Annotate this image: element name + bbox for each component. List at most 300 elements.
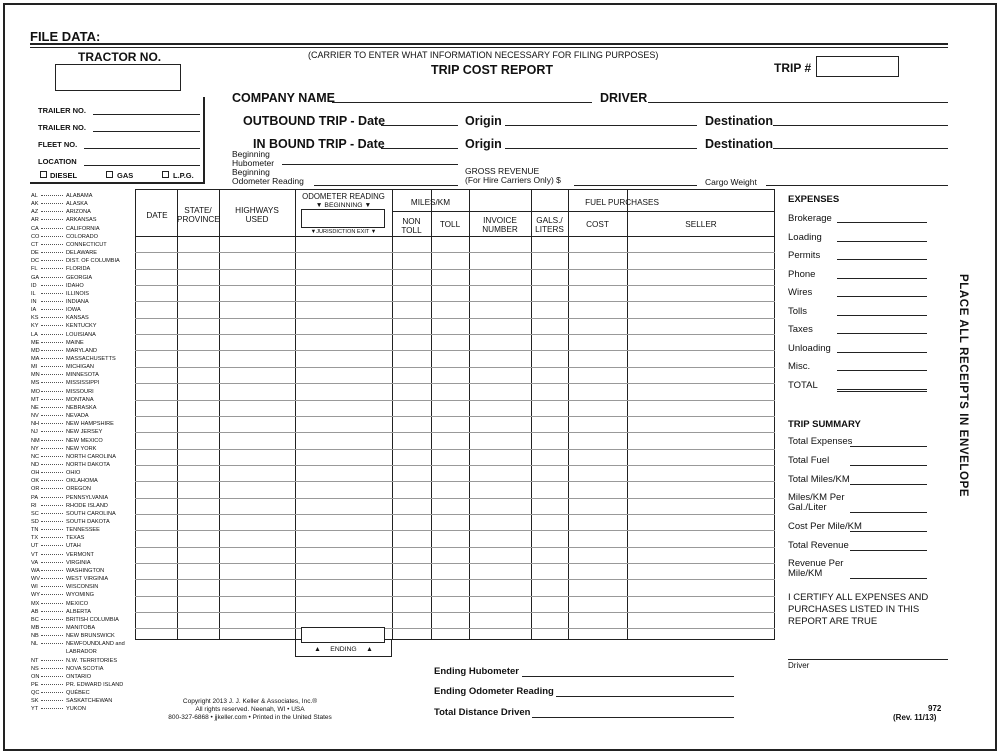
state-abbr: IN (31, 298, 37, 305)
inbound-destination-line[interactable] (773, 148, 948, 149)
state-name: MONTANA (66, 396, 94, 403)
state-abbr: SC (31, 510, 39, 517)
expense-entry-line[interactable] (837, 296, 927, 297)
expense-label: Taxes (788, 324, 813, 335)
table-row-divider (135, 383, 775, 384)
expense-entry-line[interactable] (837, 370, 927, 371)
state-leader (41, 676, 63, 677)
state-entry (31, 274, 92, 282)
col-seller-header: SELLER (685, 220, 717, 229)
table-row-divider (135, 579, 775, 580)
table-column-divider (627, 189, 628, 640)
state-leader (41, 252, 63, 253)
state-entry (31, 339, 84, 347)
state-name: COLORADO (66, 233, 99, 240)
trailer-no-2-label: TRAILER NO. (38, 123, 86, 132)
state-leader (41, 350, 63, 351)
outbound-origin-label: Origin (465, 114, 502, 128)
diesel-checkbox[interactable] (40, 171, 47, 178)
state-entry (31, 233, 98, 241)
state-abbr: DE (31, 250, 39, 257)
table-row-divider (135, 547, 775, 548)
gross-revenue-line[interactable] (574, 185, 697, 186)
fleet-no-line[interactable] (84, 148, 200, 149)
table-column-divider (469, 189, 470, 640)
table-row-divider (135, 530, 775, 531)
state-name: MARYLAND (66, 347, 97, 354)
state-leader (41, 521, 63, 522)
table-header-divider (469, 211, 775, 212)
state-leader (41, 529, 63, 530)
inbound-destination-label: Destination (705, 137, 774, 151)
state-abbr: NH (31, 421, 40, 428)
certify-statement: I CERTIFY ALL EXPENSES AND PURCHASES LISTED IN THIS REPORT ARE TRUE (788, 592, 929, 627)
lpg-label: L.P.G. (173, 171, 194, 180)
company-name-line[interactable] (332, 102, 592, 103)
col-cost-header: COST (586, 220, 609, 229)
state-abbr: NB (31, 633, 39, 640)
state-entry (31, 363, 94, 371)
col-non-toll-header: NON TOLL (401, 217, 422, 235)
state-entry (31, 632, 115, 640)
col-miles-header: MILES/KM (410, 198, 451, 207)
jurisdiction-exit-label: ▼JURISDICTION EXIT ▼ (310, 229, 377, 235)
state-leader (41, 358, 63, 359)
state-entry (31, 192, 92, 200)
state-name: KANSAS (66, 315, 89, 322)
table-row-divider (135, 318, 775, 319)
state-leader (41, 562, 63, 563)
state-entry (31, 404, 96, 412)
inbound-date-line[interactable] (381, 148, 458, 149)
expense-entry-line[interactable] (837, 389, 927, 392)
state-leader (41, 586, 63, 587)
state-leader (41, 603, 63, 604)
state-leader (41, 325, 63, 326)
state-leader (41, 391, 63, 392)
outbound-destination-label: Destination (705, 114, 774, 128)
state-abbr: NM (31, 437, 40, 444)
state-abbr: IL (31, 290, 36, 297)
expense-label: Unloading (788, 342, 831, 354)
state-leader (41, 545, 63, 546)
state-abbr: RI (31, 502, 37, 509)
state-name: OREGON (66, 486, 91, 493)
state-abbr: VT (31, 551, 39, 558)
expense-label: Brokerage (788, 213, 832, 224)
state-name: NORTH DAKOTA (66, 461, 110, 468)
ending-odometer-box[interactable] (301, 627, 385, 643)
form-revision: (Rev. 11/13) (893, 713, 937, 722)
expense-label: Wires (788, 287, 813, 298)
state-leader (41, 456, 63, 457)
driver-line[interactable] (648, 102, 948, 103)
state-entry (31, 388, 94, 396)
state-name: MEXICO (66, 600, 89, 607)
summary-entry-line[interactable] (850, 446, 927, 447)
state-abbr: GA (31, 274, 40, 281)
header-rule-2 (30, 47, 948, 48)
state-abbr: NE (31, 404, 39, 411)
state-leader (41, 244, 63, 245)
outbound-label: OUTBOUND TRIP - Date (243, 114, 386, 128)
expense-entry-line[interactable] (837, 241, 927, 242)
state-name: NORTH CAROLINA (66, 453, 116, 460)
state-name: NEVADA (66, 413, 89, 420)
state-abbr: MN (31, 372, 40, 379)
state-entry (31, 485, 91, 493)
state-name: SOUTH DAKOTA (66, 519, 110, 525)
state-name: OHIO (66, 470, 81, 477)
summary-label: Total Fuel (788, 455, 830, 466)
outbound-destination-line[interactable] (773, 125, 948, 126)
table-row-divider (135, 334, 775, 335)
state-leader (41, 440, 63, 441)
outbound-date-line[interactable] (381, 125, 458, 126)
table-column-divider (219, 189, 220, 640)
summary-label: Total Miles/KM (788, 474, 850, 485)
state-entry (31, 583, 98, 591)
state-leader (41, 293, 63, 294)
state-name: WASHINGTON (66, 567, 105, 574)
state-name: NOVA SCOTIA (66, 665, 104, 672)
state-entry (31, 567, 104, 575)
state-abbr: PE (31, 682, 39, 688)
state-name: DELAWARE (66, 250, 97, 257)
state-abbr: AL (31, 193, 38, 199)
col-invoice-header: INVOICE NUMBER (482, 216, 518, 234)
state-entry (31, 322, 96, 330)
table-row-divider (135, 514, 775, 515)
state-entry (31, 216, 96, 224)
state-name: TENNESSEE (66, 527, 100, 534)
state-entry (31, 282, 84, 290)
state-entry (31, 648, 97, 656)
table-row-divider (135, 498, 775, 499)
table-column-divider (531, 189, 532, 640)
state-entry (31, 575, 108, 583)
summary-label: Miles/KM Per Gal./Liter (788, 492, 845, 513)
state-abbr: VA (31, 559, 39, 566)
trip-summary-title: TRIP SUMMARY (788, 419, 861, 430)
state-abbr: NT (31, 657, 39, 664)
ending-label: ▲ ENDING ▲ (314, 646, 373, 653)
state-name: GEORGIA (66, 274, 93, 281)
state-leader (41, 301, 63, 302)
state-abbr: MB (31, 624, 40, 631)
state-abbr: UT (31, 543, 39, 550)
state-leader (41, 497, 63, 498)
state-entry (31, 241, 107, 249)
summary-entry-line[interactable] (850, 531, 927, 532)
state-leader (41, 505, 63, 506)
trip-log-table (135, 189, 775, 640)
trailer-no-2-line[interactable] (93, 131, 200, 132)
state-abbr: AB (31, 608, 39, 615)
fleet-no-label: FLEET NO. (38, 140, 78, 149)
state-entry (31, 681, 123, 689)
location-line[interactable] (84, 165, 200, 166)
state-abbr: PA (31, 494, 39, 501)
beginning-odometer-box[interactable] (301, 209, 385, 228)
col-state-header: STATE/ PROVINCE (177, 206, 220, 224)
state-abbr: NY (31, 445, 39, 452)
state-leader (41, 407, 63, 408)
state-name: UTAH (66, 543, 81, 550)
state-leader (41, 635, 63, 636)
state-name: ONTARIO (66, 673, 92, 680)
state-name: BRITISH COLUMBIA (66, 616, 119, 623)
summary-entry-line[interactable] (850, 578, 927, 579)
state-entry (31, 624, 95, 632)
state-entry (31, 657, 117, 665)
inbound-label: IN BOUND TRIP - Date (253, 137, 385, 151)
state-abbr: ID (31, 282, 37, 289)
ending-odometer-label: Ending Odometer Reading (434, 686, 554, 697)
col-fuel-purchases-header: FUEL PURCHASES (585, 198, 659, 207)
beginning-odometer-label: Beginning Odometer Reading (232, 167, 304, 186)
state-abbr: BC (31, 616, 39, 623)
gas-checkbox[interactable] (106, 171, 113, 178)
state-name: INDIANA (66, 298, 89, 305)
lpg-checkbox[interactable] (162, 171, 169, 178)
expense-label: Tolls (788, 305, 808, 317)
state-name: TEXAS (66, 535, 85, 542)
state-name: PR. EDWARD ISLAND (66, 682, 124, 688)
state-abbr: ON (31, 673, 40, 680)
col-toll-header: TOLL (439, 220, 461, 229)
state-leader (41, 309, 63, 310)
expense-entry-line[interactable] (837, 259, 927, 260)
state-abbr: TX (31, 535, 39, 542)
state-abbr: MI (31, 364, 38, 371)
state-name: ALBERTA (66, 608, 91, 615)
driver-signature-line[interactable] (788, 659, 948, 660)
state-leader (41, 374, 63, 375)
state-leader (41, 382, 63, 383)
state-abbr: SK (31, 698, 39, 705)
state-name: IDAHO (66, 282, 84, 289)
state-entry (31, 306, 81, 314)
state-entry (31, 314, 89, 322)
inbound-origin-label: Origin (465, 137, 502, 151)
state-leader (41, 594, 63, 595)
trailer-no-1-label: TRAILER NO. (38, 106, 86, 115)
summary-entry-line[interactable] (850, 512, 927, 513)
file-data-label: FILE DATA: (30, 29, 101, 44)
gas-label: GAS (117, 171, 134, 180)
state-leader (41, 334, 63, 335)
table-row-divider (135, 416, 775, 417)
state-abbr: KS (31, 315, 39, 322)
state-abbr: MX (31, 600, 40, 607)
state-entry (31, 689, 90, 697)
state-leader (41, 268, 63, 269)
cargo-weight-line[interactable] (766, 185, 948, 186)
state-name: MINNESOTA (66, 372, 99, 379)
expense-entry-line[interactable] (837, 222, 927, 223)
ending-hubometer-line[interactable] (522, 676, 734, 677)
state-abbr: NL (31, 641, 39, 648)
location-label: LOCATION (38, 157, 77, 166)
state-entry (31, 355, 116, 363)
state-name: FLORIDA (66, 266, 91, 273)
state-entry (31, 249, 97, 257)
state-abbr: OK (31, 478, 40, 485)
state-entry (31, 534, 84, 542)
state-name: SOUTH CAROLINA (66, 510, 116, 517)
trailer-no-1-line[interactable] (93, 114, 200, 115)
state-leader (41, 578, 63, 579)
state-name: YUKON (66, 706, 86, 713)
state-entry (31, 494, 108, 502)
state-leader (41, 611, 63, 612)
state-leader (41, 692, 63, 693)
col-date-header: DATE (146, 211, 168, 220)
col-gals-header: GALS./ LITERS (535, 216, 564, 234)
state-name: N.W. TERRITORIES (66, 657, 118, 664)
expense-entry-line[interactable] (837, 352, 927, 353)
state-leader (41, 480, 63, 481)
state-leader (41, 668, 63, 669)
state-abbr: MS (31, 380, 40, 387)
state-leader (41, 472, 63, 473)
state-entry (31, 591, 94, 599)
summary-entry-line[interactable] (850, 484, 927, 485)
state-abbr: IA (31, 307, 37, 314)
beginning-odometer-line[interactable] (314, 185, 458, 186)
tractor-no-box[interactable] (55, 64, 181, 91)
expense-label: Misc. (788, 361, 811, 372)
table-column-divider (392, 189, 393, 640)
state-name: NEWFOUNDLAND and (66, 641, 125, 648)
state-entry (31, 526, 100, 534)
state-leader (41, 643, 63, 644)
state-name: MICHIGAN (66, 364, 94, 371)
state-leader (41, 684, 63, 685)
state-leader (41, 342, 63, 343)
state-leader (41, 513, 63, 514)
beginning-hubometer-label: Beginning Hubometer (232, 149, 275, 168)
state-leader (41, 228, 63, 229)
state-entry (31, 428, 102, 436)
total-distance-line[interactable] (532, 717, 734, 718)
outbound-origin-line[interactable] (505, 125, 697, 126)
state-abbr: FL (31, 266, 38, 273)
state-name: MASSACHUSETTS (66, 356, 116, 362)
state-leader (41, 627, 63, 628)
state-leader (41, 195, 63, 196)
state-abbr: LA (31, 331, 38, 338)
table-row-divider (135, 612, 775, 613)
state-abbr: WY (31, 592, 41, 599)
state-entry (31, 379, 99, 387)
state-abbr: SD (31, 519, 39, 525)
state-entry (31, 371, 99, 379)
table-row-divider (135, 465, 775, 466)
state-abbr: AK (31, 201, 39, 208)
state-name: MAINE (66, 339, 84, 346)
state-leader (41, 537, 63, 538)
state-name: MISSISSIPPI (66, 380, 100, 387)
state-entry (31, 396, 94, 404)
state-entry (31, 331, 96, 339)
diesel-label: DIESEL (50, 171, 78, 180)
state-entry (31, 208, 91, 216)
state-abbr: MT (31, 396, 40, 403)
summary-entry-line[interactable] (850, 550, 927, 551)
state-leader (41, 415, 63, 416)
state-abbr: CA (31, 225, 39, 232)
header-rule-1 (30, 43, 948, 45)
state-entry (31, 559, 91, 567)
state-name: WISCONSIN (66, 584, 99, 591)
state-leader (41, 488, 63, 489)
state-entry (31, 265, 90, 273)
col-beginning-subheader: ▼ BEGINNING ▼ (315, 202, 372, 209)
state-abbr: MA (31, 356, 40, 362)
state-name: ALABAMA (66, 193, 93, 199)
state-name: LOUISIANA (66, 331, 96, 338)
state-name: ARIZONA (66, 209, 91, 216)
state-entry (31, 453, 116, 461)
summary-entry-line[interactable] (850, 465, 927, 466)
state-entry (31, 225, 100, 233)
ending-odometer-line[interactable] (556, 696, 734, 697)
state-leader (41, 448, 63, 449)
beginning-hubometer-line[interactable] (282, 164, 458, 165)
state-abbr: NV (31, 413, 39, 420)
state-abbr: WV (31, 576, 41, 583)
state-leader (41, 219, 63, 220)
state-entry (31, 551, 94, 559)
state-name: ARKANSAS (66, 217, 97, 224)
state-name: NEW HAMPSHIRE (66, 421, 114, 428)
summary-label: Total Expenses (788, 436, 853, 447)
trip-number-box[interactable] (816, 56, 899, 77)
state-leader (41, 211, 63, 212)
summary-label: Cost Per Mile/KM (788, 521, 862, 532)
state-abbr: MO (31, 388, 41, 395)
state-entry (31, 542, 81, 550)
expense-label: Loading (788, 231, 822, 243)
state-abbr: ME (31, 339, 40, 346)
expense-entry-line[interactable] (837, 315, 927, 316)
state-abbr: WI (31, 584, 38, 591)
state-leader (41, 431, 63, 432)
table-row-divider (135, 367, 775, 368)
state-abbr: NJ (31, 429, 38, 436)
inbound-origin-line[interactable] (505, 148, 697, 149)
state-abbr: MD (31, 347, 40, 354)
col-odometer-header: ODOMETER READING (302, 192, 385, 201)
state-name: KENTUCKY (66, 323, 97, 330)
expense-label: Permits (788, 250, 821, 261)
state-name: CONNECTICUT (66, 241, 107, 248)
expense-entry-line[interactable] (837, 333, 927, 334)
expenses-title: EXPENSES (788, 194, 840, 205)
state-entry (31, 469, 80, 477)
table-header-bottom (135, 236, 775, 237)
table-row-divider (135, 301, 775, 302)
table-row-divider (135, 628, 775, 629)
table-row-divider (135, 252, 775, 253)
total-distance-label: Total Distance Driven (434, 707, 531, 718)
receipts-envelope-note: PLACE ALL RECEIPTS IN ENVELOPE (957, 274, 969, 498)
expense-entry-line[interactable] (837, 278, 927, 279)
state-name: MISSOURI (66, 388, 94, 395)
state-leader (41, 285, 63, 286)
